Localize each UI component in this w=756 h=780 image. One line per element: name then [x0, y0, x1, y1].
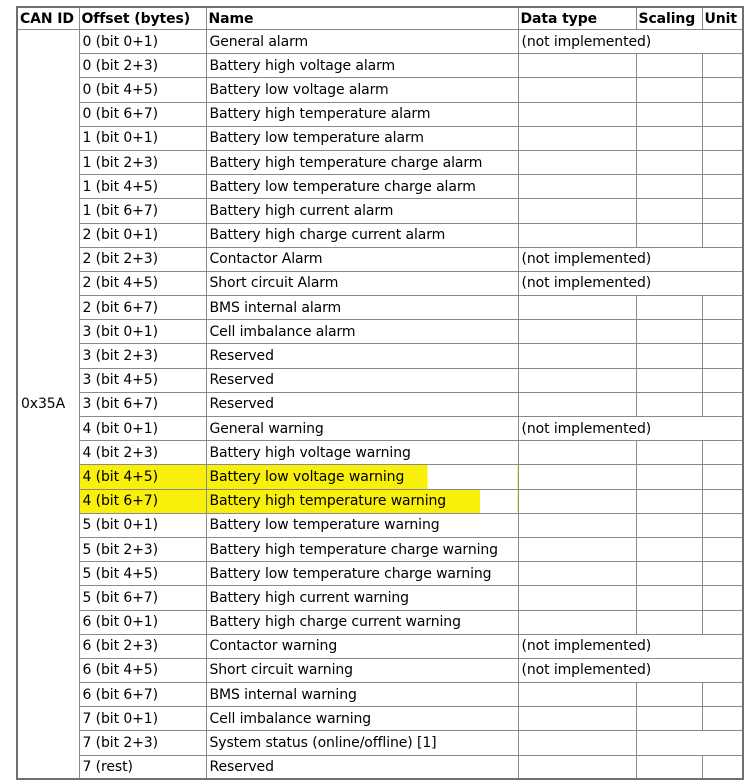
data-type-cell: [518, 126, 636, 150]
table-row: [17, 199, 743, 223]
name-cell: BMS internal alarm: [206, 296, 518, 320]
offset-cell: 2 (bit 2+3): [79, 247, 206, 271]
offset-cell: 2 (bit 4+5): [79, 271, 206, 295]
data-type-cell: [518, 368, 636, 392]
offset-cell: 5 (bit 0+1): [79, 513, 206, 537]
data-type-cell: [518, 683, 636, 707]
scaling-cell: [636, 441, 702, 465]
table-row: [17, 368, 743, 392]
table-row: [17, 513, 743, 537]
data-type-cell: [518, 562, 636, 586]
offset-cell-highlighted: 4 (bit 6+7): [79, 489, 206, 513]
name-cell: Contactor warning: [206, 634, 518, 658]
name-cell: Battery high voltage warning: [206, 441, 518, 465]
offset-cell: 7 (bit 0+1): [79, 707, 206, 731]
unit-cell: [702, 320, 743, 344]
data-type-cell: [518, 320, 636, 344]
unit-cell: [702, 392, 743, 416]
table-row: [17, 731, 743, 755]
name-cell: General warning: [206, 417, 518, 441]
scaling-cell: [636, 223, 702, 247]
unit-cell: [702, 683, 743, 707]
table-row: [17, 634, 743, 658]
offset-cell: 3 (bit 0+1): [79, 320, 206, 344]
name-cell: Battery low temperature charge alarm: [206, 175, 518, 199]
offset-cell: 3 (bit 2+3): [79, 344, 206, 368]
offset-cell: 3 (bit 4+5): [79, 368, 206, 392]
unit-cell: [702, 489, 743, 513]
name-cell: Reserved: [206, 755, 518, 779]
offset-cell: 0 (bit 6+7): [79, 102, 206, 126]
unit-cell: [702, 296, 743, 320]
can-table-body: [17, 30, 743, 780]
data-type-cell: [518, 707, 636, 731]
name-cell: Battery low temperature warning: [206, 513, 518, 537]
offset-cell: 6 (bit 4+5): [79, 658, 206, 682]
data-type-cell: [518, 755, 636, 779]
data-type-cell: [518, 54, 636, 78]
offset-cell: 1 (bit 0+1): [79, 126, 206, 150]
header-can-id: CAN ID: [17, 7, 79, 30]
header-scaling: Scaling: [636, 7, 702, 30]
name-cell: System status (online/offline) [1]: [206, 731, 518, 755]
data-type-cell: (not implemented): [518, 417, 743, 441]
offset-cell: 7 (bit 2+3): [79, 731, 206, 755]
table-row: [17, 489, 743, 513]
scaling-cell: [636, 610, 702, 634]
table-row: [17, 102, 743, 126]
table-row: [17, 441, 743, 465]
scaling-cell: [636, 513, 702, 537]
offset-cell: 5 (bit 4+5): [79, 562, 206, 586]
name-cell: Battery high current warning: [206, 586, 518, 610]
unit-cell: [702, 610, 743, 634]
unit-cell: [702, 344, 743, 368]
unit-cell: [702, 175, 743, 199]
offset-cell: 6 (bit 6+7): [79, 683, 206, 707]
can-id-cell: 0x35A: [17, 30, 79, 780]
can-register-table: [16, 6, 744, 780]
name-cell: Contactor Alarm: [206, 247, 518, 271]
unit-cell: [702, 102, 743, 126]
table-row: [17, 465, 743, 489]
table-row: [17, 562, 743, 586]
scaling-cell: [636, 683, 702, 707]
name-cell: Short circuit Alarm: [206, 271, 518, 295]
table-row: [17, 392, 743, 416]
offset-cell: 5 (bit 6+7): [79, 586, 206, 610]
unit-cell: [702, 223, 743, 247]
offset-cell: 6 (bit 2+3): [79, 634, 206, 658]
data-type-cell: [518, 175, 636, 199]
scaling-cell: [636, 392, 702, 416]
table-row: [17, 755, 743, 779]
table-row: [17, 344, 743, 368]
scaling-cell: [636, 755, 702, 779]
data-type-cell: [518, 586, 636, 610]
name-cell: Battery high charge current alarm: [206, 223, 518, 247]
data-type-cell: [518, 537, 636, 561]
data-type-cell: [518, 344, 636, 368]
data-type-cell: [518, 296, 636, 320]
table-row: [17, 658, 743, 682]
unit-cell: [702, 54, 743, 78]
name-cell: Battery low temperature alarm: [206, 126, 518, 150]
unit-cell: [702, 126, 743, 150]
table-row: [17, 271, 743, 295]
scaling-cell: [636, 199, 702, 223]
name-cell: Battery low voltage alarm: [206, 78, 518, 102]
data-type-cell: [518, 441, 636, 465]
table-row: [17, 586, 743, 610]
scaling-cell: [636, 562, 702, 586]
table-row: [17, 126, 743, 150]
data-type-cell: [518, 199, 636, 223]
unit-cell: [702, 150, 743, 174]
unit-cell: [702, 199, 743, 223]
data-type-cell: [518, 223, 636, 247]
offset-cell: 4 (bit 2+3): [79, 441, 206, 465]
scaling-cell: [636, 320, 702, 344]
offset-cell: 4 (bit 0+1): [79, 417, 206, 441]
header-data-type: Data type: [518, 7, 636, 30]
table-row: [17, 610, 743, 634]
scaling-cell: [636, 150, 702, 174]
header-row: [17, 7, 743, 30]
table-row: [17, 175, 743, 199]
offset-cell: 0 (bit 2+3): [79, 54, 206, 78]
unit-cell: [702, 562, 743, 586]
table-header: [17, 7, 743, 30]
scaling-cell: [636, 296, 702, 320]
scaling-cell: [636, 537, 702, 561]
header-offset: Offset (bytes): [79, 7, 206, 30]
table-row: [17, 54, 743, 78]
table-row: [17, 537, 743, 561]
scaling-cell: [636, 489, 702, 513]
scaling-cell: [636, 586, 702, 610]
name-cell-highlighted: Battery low voltage warning: [206, 465, 518, 489]
header-unit: Unit: [702, 7, 743, 30]
offset-cell: 0 (bit 4+5): [79, 78, 206, 102]
offset-cell: 3 (bit 6+7): [79, 392, 206, 416]
unit-cell: [702, 707, 743, 731]
scaling-cell: [636, 344, 702, 368]
unit-cell: [702, 78, 743, 102]
offset-cell: 2 (bit 6+7): [79, 296, 206, 320]
unit-cell: [702, 368, 743, 392]
table-row: [17, 707, 743, 731]
data-type-cell: [518, 610, 636, 634]
name-cell: Cell imbalance warning: [206, 707, 518, 731]
unit-cell: [702, 465, 743, 489]
table-row: [17, 320, 743, 344]
offset-cell: 7 (rest): [79, 755, 206, 779]
unit-cell: [702, 513, 743, 537]
table-row: [17, 150, 743, 174]
data-type-cell: [518, 102, 636, 126]
offset-cell: 1 (bit 2+3): [79, 150, 206, 174]
name-cell: Reserved: [206, 368, 518, 392]
table-row: [17, 683, 743, 707]
name-cell: Short circuit warning: [206, 658, 518, 682]
offset-cell: 0 (bit 0+1): [79, 30, 206, 54]
data-type-cell: [518, 150, 636, 174]
name-cell: Battery high temperature charge alarm: [206, 150, 518, 174]
offset-cell: 1 (bit 6+7): [79, 199, 206, 223]
data-type-cell: (not implemented): [518, 271, 743, 295]
offset-cell: 1 (bit 4+5): [79, 175, 206, 199]
data-type-cell: [518, 392, 636, 416]
scaling-cell: [636, 54, 702, 78]
name-cell: Reserved: [206, 344, 518, 368]
data-type-cell: [518, 731, 636, 755]
name-cell: BMS internal warning: [206, 683, 518, 707]
name-cell: Battery high charge current warning: [206, 610, 518, 634]
table-row: [17, 223, 743, 247]
name-cell: Cell imbalance alarm: [206, 320, 518, 344]
data-type-cell: (not implemented): [518, 247, 743, 271]
scaling-unit-cell: [636, 731, 743, 755]
name-cell-highlighted: Battery high temperature warning: [206, 489, 518, 513]
data-type-cell: (not implemented): [518, 658, 743, 682]
table-row: [17, 78, 743, 102]
data-type-cell: [518, 465, 636, 489]
table-row: [17, 247, 743, 271]
name-cell: Battery high voltage alarm: [206, 54, 518, 78]
unit-cell: [702, 586, 743, 610]
offset-cell-highlighted: 4 (bit 4+5): [79, 465, 206, 489]
name-cell: Battery high temperature charge warning: [206, 537, 518, 561]
name-cell: Reserved: [206, 392, 518, 416]
table-row: [17, 296, 743, 320]
unit-cell: [702, 755, 743, 779]
scaling-cell: [636, 126, 702, 150]
name-cell: Battery high temperature alarm: [206, 102, 518, 126]
data-type-cell: (not implemented): [518, 634, 743, 658]
scaling-cell: [636, 465, 702, 489]
table-row: [17, 417, 743, 441]
table-row: [17, 30, 743, 54]
can-register-table-wrap: [16, 6, 744, 780]
data-type-cell: [518, 78, 636, 102]
offset-cell: 6 (bit 0+1): [79, 610, 206, 634]
offset-cell: 5 (bit 2+3): [79, 537, 206, 561]
data-type-cell: [518, 513, 636, 537]
scaling-cell: [636, 78, 702, 102]
name-cell: Battery high current alarm: [206, 199, 518, 223]
scaling-cell: [636, 175, 702, 199]
scaling-cell: [636, 102, 702, 126]
name-cell: General alarm: [206, 30, 518, 54]
unit-cell: [702, 537, 743, 561]
data-type-cell: (not implemented): [518, 30, 743, 54]
scaling-cell: [636, 368, 702, 392]
header-name: Name: [206, 7, 518, 30]
offset-cell: 2 (bit 0+1): [79, 223, 206, 247]
unit-cell: [702, 441, 743, 465]
name-cell: Battery low temperature charge warning: [206, 562, 518, 586]
data-type-cell: [518, 489, 636, 513]
scaling-cell: [636, 707, 702, 731]
